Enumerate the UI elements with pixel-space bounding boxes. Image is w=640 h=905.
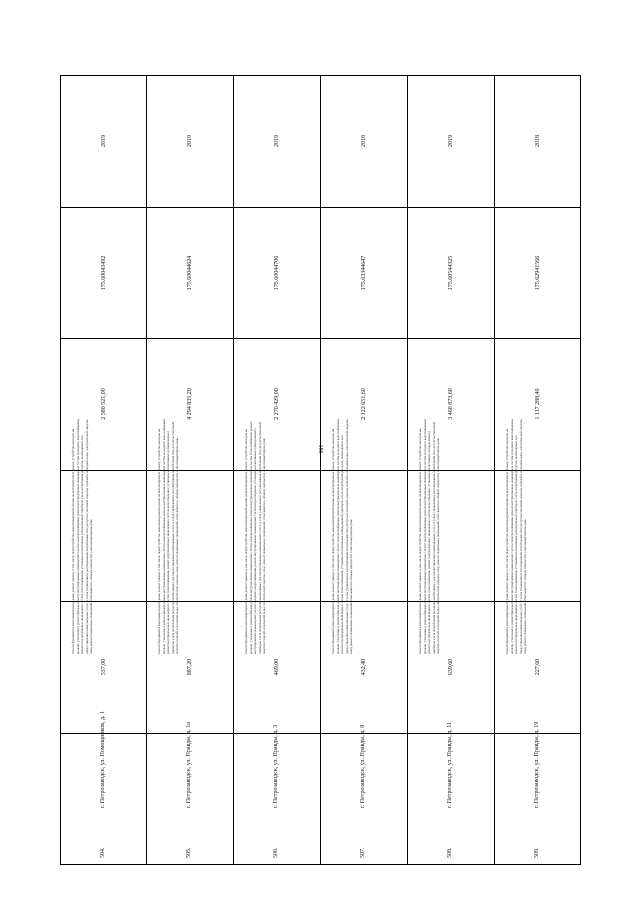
address-value: г. Петрозаводск, ул. Правды, д. 11 (447, 721, 453, 808)
works-text: Ремонт фундамента многоквартирного дома, ремонт крыши, в том числе переустройство невентилируемой крыши на вентилируемую крышу, устройство выходов на кровлю, утепление и ремонт фасада, ремонт внутридомовых инженерных систем электроснабжения, ремонт внутридомовых инженерных систем холодного водоснабжения, ремонт внутридомовых инженерных систем теплоснабжения, ремонт внутридомовых инженерных систем водоотведения, установка коллективных (общедомовых) приборов учета потребления ресурсов, необходимых для предоставления коммунальных услуг, и узлов управления и регулирования потребления этих ресурсов (тепловой энергии, горячей и холодной воды, электрической энергии, газа), ремонт подвальных помещений, относящихся к общему имуществу в многоквартирном доме (157, 418, 180, 654)
table-row-code (61, 207, 581, 339)
table-row-year (61, 76, 581, 208)
code-value: 175.60043492 (100, 255, 107, 290)
year-value: 2019 (100, 135, 107, 148)
code-value: 175.62941566 (534, 255, 541, 290)
register-table-body (61, 76, 581, 865)
address-value: г. Петрозаводск, ул. Правды, д. 3 (273, 724, 279, 808)
table-row-works (61, 470, 581, 602)
area-value: 887,20 (187, 659, 193, 676)
year-cell (495, 76, 581, 208)
register-table-wrapper (60, 75, 580, 865)
year-value: 2019 (274, 135, 280, 148)
code-cell (234, 207, 321, 339)
table-row-address (61, 733, 581, 865)
address-value: г. Петрозаводск, ул. Помощников, д. 1 (99, 710, 106, 808)
works-cell (321, 418, 408, 654)
address-value: г. Петрозаводск, ул. Правды, д. 8 (360, 724, 366, 808)
address-value: г. Петрозаводск, ул. Правды, д. 19 (533, 721, 540, 808)
cost-value: 2 380 521,00 (100, 388, 107, 420)
code-cell (321, 207, 408, 339)
row-number: 506. (273, 847, 279, 858)
works-cell (61, 418, 147, 654)
year-cell (61, 76, 147, 208)
area-value: 432,40 (361, 659, 367, 676)
area-value: 639,60 (448, 659, 454, 676)
works-text: Ремонт фундамента многоквартирного дома, ремонт крыши, в том числе переустройство невентилируемой крыши на вентилируемую крышу, устройство выходов на кровлю, утепление и ремонт фасада, ремонт внутридомовых инженерных систем электроснабжения, ремонт внутридомовых инженерных систем холодного водоснабжения, ремонт внутридомовых инженерных систем теплоснабжения, ремонт внутридомовых инженерных систем водоотведения, установка коллективных (общедомовых) приборов учета потребления ресурсов, необходимых для предоставления коммунальных услуг, и узлов управления и регулирования потребления этих ресурсов (тепловой энергии, горячей и холодной воды, электрической энергии, газа), ремонт подвальных помещений, относящихся к общему имуществу в многоквартирном доме (418, 418, 441, 654)
register-table (60, 75, 581, 865)
works-text: Ремонт фундамента многоквартирного дома, ремонт крыши, в том числе переустройство невентилируемой крыши на вентилируемую крышу, устройство выходов на кровлю, утепление и ремонт фасада, ремонт внутридомовых инженерных систем электроснабжения, ремонт внутридомовых инженерных систем холодного водоснабжения, ремонт внутридомовых инженерных систем теплоснабжения, установка коллективных (общедомовых) приборов учета потребления ресурсов, необходимых для предоставления коммунальных услуг, и узлов управления и регулирования потребления этих ресурсов (тепловой энергии, горячей и холодной воды, электрической энергии, газа), ремонт подвальных помещений, относящихся к общему имуществу в многоквартирном доме (70, 418, 93, 654)
area-cell (495, 602, 581, 734)
year-value: 2019 (187, 135, 193, 148)
cost-value: 4 294 835,20 (187, 388, 193, 420)
cost-value: 2 122 651,60 (361, 388, 367, 420)
area-cell (234, 602, 321, 734)
row-number: 509. (533, 847, 540, 858)
year-value: 2018 (534, 135, 541, 148)
code-cell (147, 207, 234, 339)
year-cell (321, 76, 408, 208)
code-value: 175.60044706 (274, 255, 280, 290)
address-cell (61, 710, 147, 865)
cost-value: 3 460 873,60 (448, 388, 454, 420)
works-cell (147, 418, 234, 654)
code-value: 175.60544325 (448, 255, 454, 290)
works-text: Ремонт фундамента многоквартирного дома, ремонт крыши, в том числе переустройство невентилируемой крыши на вентилируемую крышу, устройство выходов на кровлю, утепление и ремонт фасада, ремонт внутридомовых инженерных систем электроснабжения, ремонт внутридомовых инженерных систем холодного водоснабжения, ремонт внутридомовых инженерных систем теплоснабжения, установка коллективных (общедомовых) приборов учета потребления ресурсов, необходимых для предоставления коммунальных услуг, и узлов управления и регулирования потребления этих ресурсов (тепловой энергии, горячей и холодной воды, электрической энергии, газа), ремонт подвальных помещений, относящихся к общему имуществу в многоквартирном доме (504, 418, 527, 654)
address-cell (495, 721, 581, 865)
area-cell (321, 602, 408, 734)
address-value: г. Петрозаводск, ул. Правды, д. 1а (186, 722, 192, 808)
address-cell (234, 724, 321, 865)
works-text: Ремонт фундамента многоквартирного дома, ремонт крыши, в том числе переустройство невентилируемой крыши на вентилируемую крышу, устройство выходов на кровлю, утепление и ремонт фасада, ремонт внутридомовых инженерных систем электроснабжения, ремонт внутридомовых инженерных систем холодного водоснабжения, ремонт внутридомовых инженерных систем теплоснабжения, установка коллективных (общедомовых) приборов учета потребления ресурсов, необходимых для предоставления коммунальных услуг, и узлов управления и регулирования потребления этих ресурсов (тепловой энергии, горячей и холодной воды, электрической энергии, газа), ремонт подвальных помещений, относящихся к общему имуществу в многоквартирном доме (331, 418, 354, 654)
code-cell (495, 207, 581, 339)
row-number: 508. (447, 847, 453, 858)
works-cell (495, 418, 581, 654)
year-value: 2019 (448, 135, 454, 148)
year-cell (147, 76, 234, 208)
code-value: 175.63344647 (361, 255, 367, 290)
address-cell (147, 722, 234, 865)
row-number: 504. (99, 847, 106, 858)
page-number: 186 (317, 444, 323, 454)
table-row-area (61, 602, 581, 734)
area-cell (408, 602, 495, 734)
code-value: 175.60044624 (187, 255, 193, 290)
cost-value: 2 270 429,00 (274, 388, 280, 420)
row-number: 505. (186, 847, 192, 858)
area-value: 537,00 (100, 659, 107, 676)
year-value: 2018 (361, 135, 367, 148)
code-cell (408, 207, 495, 339)
works-text: Ремонт фундамента многоквартирного дома, ремонт крыши, в том числе переустройство невентилируемой крыши на вентилируемую крышу, устройство выходов на кровлю, утепление и ремонт фасада, ремонт внутридомовых инженерных систем электроснабжения, ремонт внутридомовых инженерных систем теплоснабжения, ремонт внутридомовых инженерных систем холодного водоснабжения, ремонт внутридомовых инженерных систем водоотведения, установка коллективных (общедомовых) приборов учета потребления ресурсов, необходимых для предоставления коммунальных услуг, и узлов управления и регулирования потребления этих ресурсов (тепловой энергии, горячей и холодной воды, электрической энергии, газа), ремонт подвальных помещений, относящихся к общему имуществу в многоквартирном доме (244, 421, 267, 654)
code-cell (61, 207, 147, 339)
table-row-cost (61, 339, 581, 471)
area-value: 469,00 (274, 659, 280, 676)
area-cell (147, 602, 234, 734)
address-cell (408, 721, 495, 865)
address-cell (321, 724, 408, 865)
year-cell (234, 76, 321, 208)
cost-value: 1 117 288,40 (534, 388, 541, 420)
area-value: 227,60 (534, 659, 541, 676)
year-cell (408, 76, 495, 208)
row-number: 507. (360, 847, 366, 858)
works-cell (408, 418, 495, 654)
